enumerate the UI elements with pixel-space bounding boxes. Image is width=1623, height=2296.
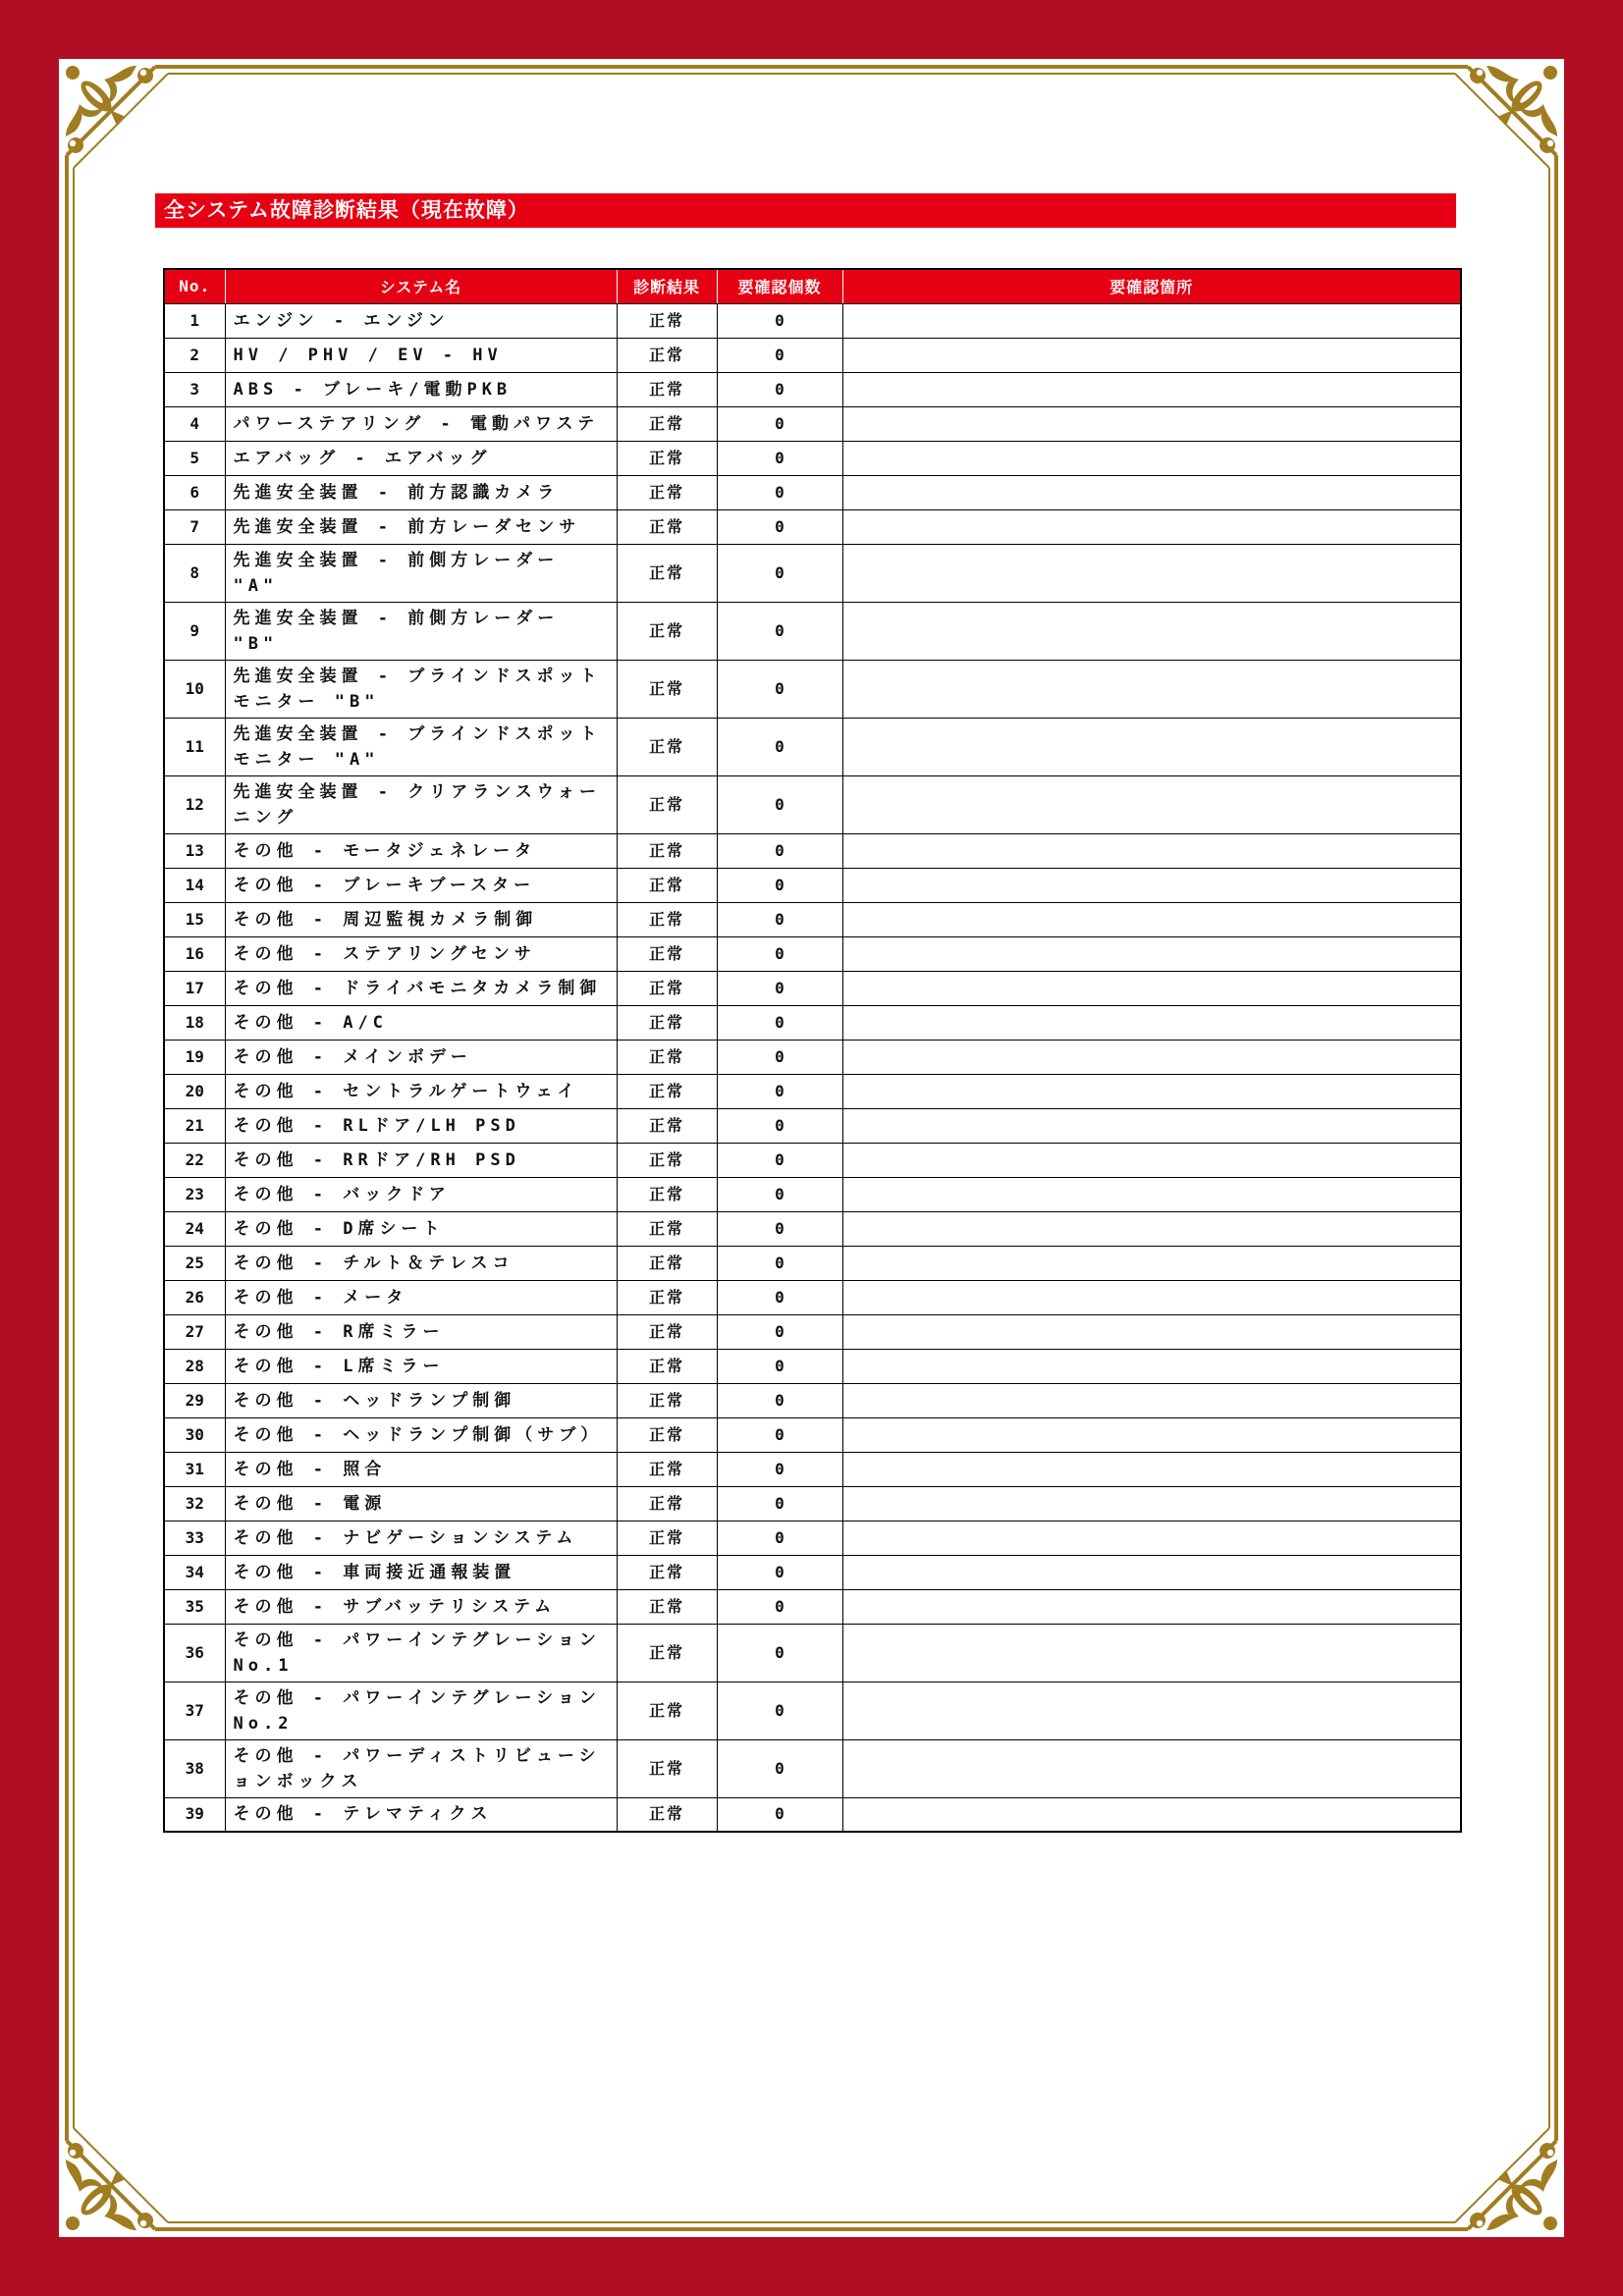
diagnosis-result: 正常 [617,406,717,441]
table-row [164,1349,1461,1383]
diagnosis-result: 正常 [617,1383,717,1417]
table-row [164,1040,1461,1074]
table-row [164,1521,1461,1555]
table-row [164,936,1461,971]
system-name: その他 - 周辺監視カメラ制御 [225,902,617,936]
table-row [164,303,1461,338]
system-name: 先進安全装置 - 前側方レーダー "B" [225,602,617,660]
confirm-count: 0 [717,1246,842,1280]
confirm-count: 0 [717,936,842,971]
row-number: 11 [164,718,225,775]
row-number: 12 [164,775,225,833]
diagnosis-result: 正常 [617,868,717,902]
confirm-count: 0 [717,902,842,936]
diagnosis-result: 正常 [617,338,717,372]
diagnosis-result: 正常 [617,1177,717,1211]
row-number: 1 [164,303,225,338]
system-name: その他 - パワーインテグレーション No.1 [225,1624,617,1682]
table-row [164,1797,1461,1832]
row-number: 27 [164,1314,225,1349]
table-row [164,1682,1461,1739]
row-number: 15 [164,902,225,936]
row-number: 21 [164,1108,225,1143]
diagnosis-result: 正常 [617,775,717,833]
confirm-locations [842,1280,1461,1314]
row-number: 24 [164,1211,225,1246]
row-number: 17 [164,971,225,1005]
confirm-count: 0 [717,718,842,775]
column-header-no: No. [164,269,225,303]
row-number: 8 [164,544,225,602]
row-number: 14 [164,868,225,902]
system-name: その他 - パワーインテグレーション No.2 [225,1682,617,1739]
system-name: その他 - ドライバモニタカメラ制御 [225,971,617,1005]
diagnosis-result: 正常 [617,1417,717,1452]
table-row [164,1555,1461,1589]
table-row [164,372,1461,406]
system-name: その他 - L席ミラー [225,1349,617,1383]
system-name: その他 - バックドア [225,1177,617,1211]
system-name: 先進安全装置 - 前側方レーダー "A" [225,544,617,602]
system-name: その他 - 車両接近通報装置 [225,1555,617,1589]
table-row [164,509,1461,544]
system-name: その他 - ステアリングセンサ [225,936,617,971]
confirm-count: 0 [717,1797,842,1832]
confirm-locations [842,1177,1461,1211]
system-name: その他 - メインボデー [225,1040,617,1074]
confirm-count: 0 [717,1417,842,1452]
confirm-count: 0 [717,406,842,441]
confirm-locations [842,475,1461,509]
confirm-count: 0 [717,303,842,338]
report-title-bar [155,193,1456,228]
table-header-row [164,269,1461,303]
table-row [164,775,1461,833]
column-header-locations: 要確認箇所 [842,269,1461,303]
confirm-locations [842,406,1461,441]
confirm-count: 0 [717,1074,842,1108]
row-number: 35 [164,1589,225,1624]
row-number: 36 [164,1624,225,1682]
confirm-locations [842,372,1461,406]
diagnosis-result: 正常 [617,1555,717,1589]
diagnosis-result: 正常 [617,602,717,660]
confirm-locations [842,1040,1461,1074]
table-row [164,1143,1461,1177]
confirm-count: 0 [717,868,842,902]
table-row [164,1452,1461,1486]
confirm-count: 0 [717,1143,842,1177]
system-name: その他 - ブレーキブースター [225,868,617,902]
table-row [164,1314,1461,1349]
table-row [164,1108,1461,1143]
confirm-locations [842,1143,1461,1177]
confirm-count: 0 [717,441,842,475]
diagnosis-result: 正常 [617,441,717,475]
system-name: HV / PHV / EV - HV [225,338,617,372]
confirm-count: 0 [717,833,842,868]
confirm-locations [842,441,1461,475]
confirm-locations [842,868,1461,902]
row-number: 16 [164,936,225,971]
row-number: 7 [164,509,225,544]
corner-ornament-bottom-right [1436,2109,1564,2237]
confirm-locations [842,1486,1461,1521]
system-name: その他 - テレマティクス [225,1797,617,1832]
confirm-locations [842,1417,1461,1452]
confirm-locations [842,602,1461,660]
gold-flourish-icon [59,59,187,187]
confirm-count: 0 [717,544,842,602]
diagnosis-result: 正常 [617,1314,717,1349]
confirm-count: 0 [717,1555,842,1589]
row-number: 31 [164,1452,225,1486]
confirm-count: 0 [717,971,842,1005]
table-row [164,1074,1461,1108]
diagnosis-result: 正常 [617,509,717,544]
diagnosis-result: 正常 [617,660,717,718]
system-name: 先進安全装置 - ブラインドスポットモニター "B" [225,660,617,718]
confirm-locations [842,1797,1461,1832]
diagnosis-result: 正常 [617,1349,717,1383]
confirm-count: 0 [717,1314,842,1349]
row-number: 33 [164,1521,225,1555]
confirm-locations [842,1521,1461,1555]
diagnosis-result: 正常 [617,1246,717,1280]
confirm-locations [842,1624,1461,1682]
system-name: その他 - チルト＆テレスコ [225,1246,617,1280]
row-number: 32 [164,1486,225,1521]
row-number: 18 [164,1005,225,1040]
table-row [164,544,1461,602]
confirm-locations [842,1314,1461,1349]
table-row [164,441,1461,475]
diagnosis-result: 正常 [617,1739,717,1797]
table-row [164,1486,1461,1521]
system-name: その他 - セントラルゲートウェイ [225,1074,617,1108]
diagnosis-result: 正常 [617,936,717,971]
diagnosis-result: 正常 [617,475,717,509]
diagnosis-result: 正常 [617,1521,717,1555]
confirm-count: 0 [717,1040,842,1074]
corner-ornament-bottom-left [59,2109,187,2237]
row-number: 25 [164,1246,225,1280]
row-number: 30 [164,1417,225,1452]
confirm-count: 0 [717,775,842,833]
confirm-count: 0 [717,1108,842,1143]
report-title: 全システム故障診断結果（現在故障） [164,198,529,222]
system-name: 先進安全装置 - 前方レーダセンサ [225,509,617,544]
confirm-locations [842,971,1461,1005]
row-number: 9 [164,602,225,660]
confirm-locations [842,902,1461,936]
system-name: その他 - メータ [225,1280,617,1314]
confirm-locations [842,1682,1461,1739]
confirm-locations [842,1739,1461,1797]
gold-flourish-icon [1436,59,1564,187]
diagnosis-result: 正常 [617,833,717,868]
table-row [164,406,1461,441]
table-row [164,660,1461,718]
table-row [164,718,1461,775]
row-number: 2 [164,338,225,372]
diagnosis-result: 正常 [617,1143,717,1177]
confirm-count: 0 [717,1349,842,1383]
row-number: 6 [164,475,225,509]
corner-ornament-top-right [1436,59,1564,187]
diagnosis-result: 正常 [617,1108,717,1143]
corner-ornament-top-left [59,59,187,187]
row-number: 5 [164,441,225,475]
confirm-locations [842,718,1461,775]
row-number: 3 [164,372,225,406]
table-row [164,1005,1461,1040]
row-number: 4 [164,406,225,441]
table-row [164,1417,1461,1452]
confirm-count: 0 [717,1589,842,1624]
system-name: エンジン - エンジン [225,303,617,338]
confirm-count: 0 [717,1005,842,1040]
system-name: パワーステアリング - 電動パワステ [225,406,617,441]
confirm-count: 0 [717,1486,842,1521]
confirm-locations [842,1589,1461,1624]
column-header-system: システム名 [225,269,617,303]
diagnosis-result: 正常 [617,1074,717,1108]
confirm-locations [842,1349,1461,1383]
table-row [164,1589,1461,1624]
table-row [164,1383,1461,1417]
column-header-result: 診断結果 [617,269,717,303]
column-header-count: 要確認個数 [717,269,842,303]
diagnosis-result: 正常 [617,1040,717,1074]
row-number: 29 [164,1383,225,1417]
table-row [164,475,1461,509]
system-name: その他 - ヘッドランプ制御 [225,1383,617,1417]
diagnosis-result: 正常 [617,544,717,602]
table-row [164,833,1461,868]
diagnosis-result: 正常 [617,1624,717,1682]
confirm-locations [842,509,1461,544]
confirm-locations [842,1074,1461,1108]
confirm-locations [842,1246,1461,1280]
confirm-locations [842,833,1461,868]
system-name: エアバッグ - エアバッグ [225,441,617,475]
confirm-locations [842,1108,1461,1143]
diagnosis-result: 正常 [617,303,717,338]
confirm-count: 0 [717,338,842,372]
confirm-count: 0 [717,1624,842,1682]
confirm-locations [842,936,1461,971]
row-number: 34 [164,1555,225,1589]
diagnosis-result: 正常 [617,372,717,406]
confirm-count: 0 [717,372,842,406]
system-name: その他 - R席ミラー [225,1314,617,1349]
confirm-locations [842,775,1461,833]
gold-flourish-icon [59,2109,187,2237]
row-number: 37 [164,1682,225,1739]
row-number: 13 [164,833,225,868]
confirm-count: 0 [717,602,842,660]
confirm-count: 0 [717,1682,842,1739]
diagnosis-result: 正常 [617,1682,717,1739]
diagnosis-table [163,268,1462,1833]
table-row [164,868,1461,902]
system-name: その他 - RRドア/RH PSD [225,1143,617,1177]
system-name: その他 - サブバッテリシステム [225,1589,617,1624]
table-row [164,1211,1461,1246]
table-row [164,1246,1461,1280]
diagnosis-result: 正常 [617,902,717,936]
diagnosis-result: 正常 [617,1211,717,1246]
table-row [164,1177,1461,1211]
system-name: その他 - ナビゲーションシステム [225,1521,617,1555]
confirm-locations [842,338,1461,372]
system-name: 先進安全装置 - ブラインドスポットモニター "A" [225,718,617,775]
confirm-count: 0 [717,1452,842,1486]
confirm-count: 0 [717,1211,842,1246]
diagnosis-result: 正常 [617,718,717,775]
system-name: ABS - ブレーキ/電動PKB [225,372,617,406]
confirm-locations [842,1555,1461,1589]
confirm-count: 0 [717,475,842,509]
row-number: 10 [164,660,225,718]
table-row [164,602,1461,660]
system-name: その他 - A/C [225,1005,617,1040]
system-name: その他 - D席シート [225,1211,617,1246]
system-name: その他 - モータジェネレータ [225,833,617,868]
system-name: 先進安全装置 - 前方認識カメラ [225,475,617,509]
row-number: 26 [164,1280,225,1314]
confirm-locations [842,303,1461,338]
confirm-count: 0 [717,660,842,718]
diagnosis-result: 正常 [617,1280,717,1314]
confirm-locations [842,544,1461,602]
confirm-count: 0 [717,1739,842,1797]
confirm-locations [842,1452,1461,1486]
confirm-locations [842,1211,1461,1246]
confirm-count: 0 [717,1177,842,1211]
table-row [164,1739,1461,1797]
row-number: 23 [164,1177,225,1211]
gold-flourish-icon [1436,2109,1564,2237]
row-number: 20 [164,1074,225,1108]
table-row [164,1624,1461,1682]
diagnosis-result: 正常 [617,1452,717,1486]
diagnosis-table-body [164,303,1461,1832]
row-number: 39 [164,1797,225,1832]
diagnosis-result: 正常 [617,971,717,1005]
system-name: その他 - RLドア/LH PSD [225,1108,617,1143]
confirm-count: 0 [717,1521,842,1555]
table-row [164,1280,1461,1314]
row-number: 22 [164,1143,225,1177]
table-row [164,338,1461,372]
confirm-count: 0 [717,1280,842,1314]
system-name: その他 - ヘッドランプ制御（サブ） [225,1417,617,1452]
table-row [164,971,1461,1005]
diagnosis-result: 正常 [617,1005,717,1040]
diagnosis-result: 正常 [617,1486,717,1521]
system-name: 先進安全装置 - クリアランスウォーニング [225,775,617,833]
confirm-locations [842,1005,1461,1040]
confirm-locations [842,1383,1461,1417]
diagnosis-result: 正常 [617,1589,717,1624]
diagnosis-result: 正常 [617,1797,717,1832]
system-name: その他 - 照合 [225,1452,617,1486]
row-number: 38 [164,1739,225,1797]
row-number: 19 [164,1040,225,1074]
system-name: その他 - 電源 [225,1486,617,1521]
system-name: その他 - パワーディストリビューションボックス [225,1739,617,1797]
confirm-count: 0 [717,509,842,544]
confirm-count: 0 [717,1383,842,1417]
row-number: 28 [164,1349,225,1383]
table-row [164,902,1461,936]
confirm-locations [842,660,1461,718]
